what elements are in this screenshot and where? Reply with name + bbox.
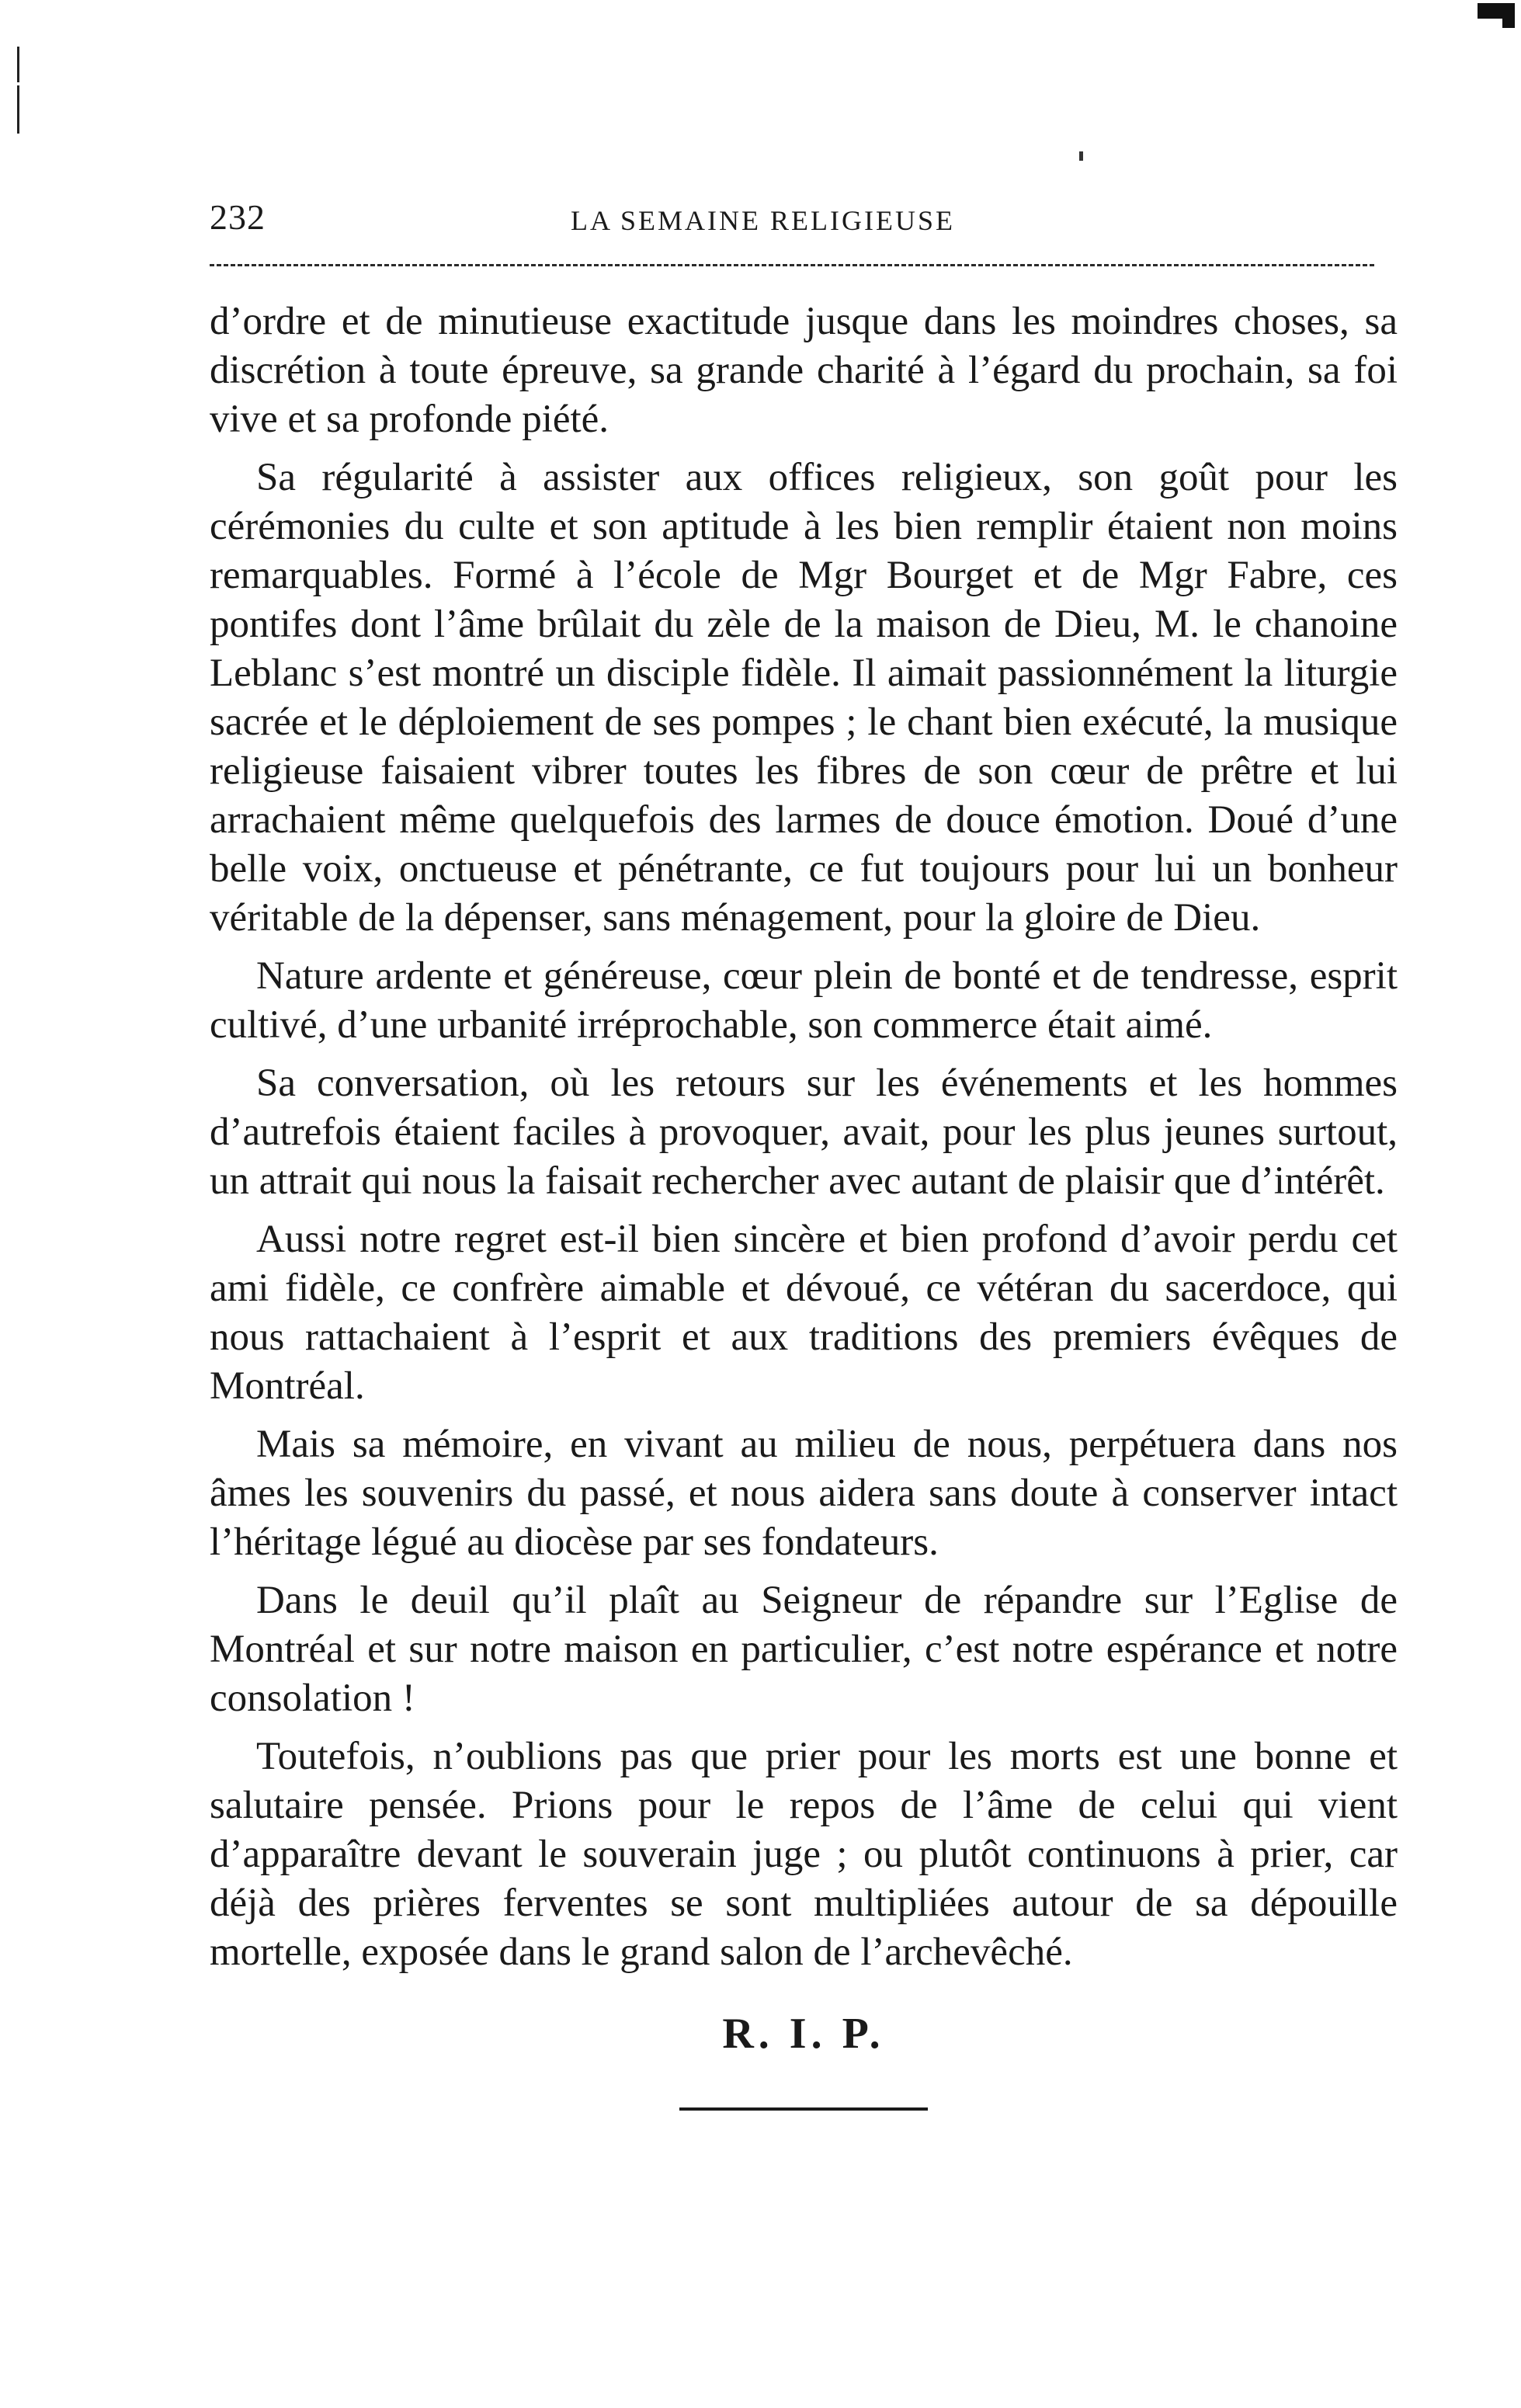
paragraph: Toutefois, n’oublions pas que prier pour les morts est une bonne et salutaire pensée. Prions pour le repos de l’âme de celui qui vient d’apparaître devant le souverain juge ; ou plutôt continuons à prier, car déjà des prières ferventes se sont multipliées autour de sa dépouille mortelle, exposée dans le grand salon de l’archevêché. xyxy=(210,1735,1398,1974)
header-rule xyxy=(210,264,1374,266)
paragraph: Sa conversation, où les retours sur les événements et les hommes d’autrefois étaient faciles à provoquer, avait, pour les plus jeunes surtout, un attrait qui nous la faisait rechercher avec autant de plaisir que d’intérêt. xyxy=(210,1062,1398,1203)
scan-corner-mark xyxy=(1478,3,1515,19)
running-head xyxy=(210,194,1398,241)
body-text xyxy=(210,297,1398,1977)
book-page xyxy=(210,194,1398,2111)
paragraph: Mais sa mémoire, en vivant au milieu de nous, perpétuera dans nos âmes les souvenirs du passé, et nous aidera sans doute à conserver intact l’héritage légué au diocèse par ses fondateurs. xyxy=(210,1423,1398,1564)
running-title: LA SEMAINE RELIGIEUSE xyxy=(571,205,955,236)
paragraph: Nature ardente et généreuse, cœur plein de bonté et de tendresse, esprit cultivé, d’une urbanité irréprochable, son commerce était aimé. xyxy=(210,954,1398,1047)
paragraph: Aussi notre regret est-il bien sincère et bien profond d’avoir perdu cet ami fidèle, ce confrère aimable et dévoué, ce vétéran du sacerdoce, qui nous rattachaient à l’esprit et aux traditions des premiers évêques de Montréal. xyxy=(210,1218,1398,1408)
scan-margin-mark xyxy=(17,85,19,134)
paragraph: d’ordre et de minutieuse exactitude jusque dans les moindres choses, sa discrétion à toute épreuve, sa grande charité à l’égard du prochain, sa foi vive et sa profonde piété. xyxy=(210,300,1398,441)
end-rule xyxy=(679,2107,928,2111)
page-number: 232 xyxy=(210,197,266,237)
paragraph: Dans le deuil qu’il plaît au Seigneur de répandre sur l’Eglise de Montréal et sur notre maison en particulier, c’est notre espérance et notre consolation ! xyxy=(210,1579,1398,1720)
closing-rip: R. I. P. xyxy=(722,2010,885,2058)
scan-margin-mark xyxy=(17,47,19,82)
paragraph: Sa régularité à assister aux offices religieux, son goût pour les cérémonies du culte et son aptitude à les bien remplir étaient non moins remarquables. Formé à l’école de Mgr Bourget et de Mgr Fabre, ces pontifes dont l’âme brûlait du zèle de la maison de Dieu, M. le chanoine Leblanc s’est montré un disciple fidèle. Il aimait passionnément la liturgie sacrée et le déploiement de ses pompes ; le chant bien exécuté, la musique religieuse faisaient vibrer toutes les fibres de son cœur de prêtre et lui arrachaient même quelquefois des larmes de douce émotion. Doué d’une belle voix, onctueuse et pénétrante, ce fut toujours pour lui un bonheur véritable de la dépenser, sans ménagement, pour la gloire de Dieu. xyxy=(210,456,1398,940)
scan-speck xyxy=(1079,151,1083,161)
